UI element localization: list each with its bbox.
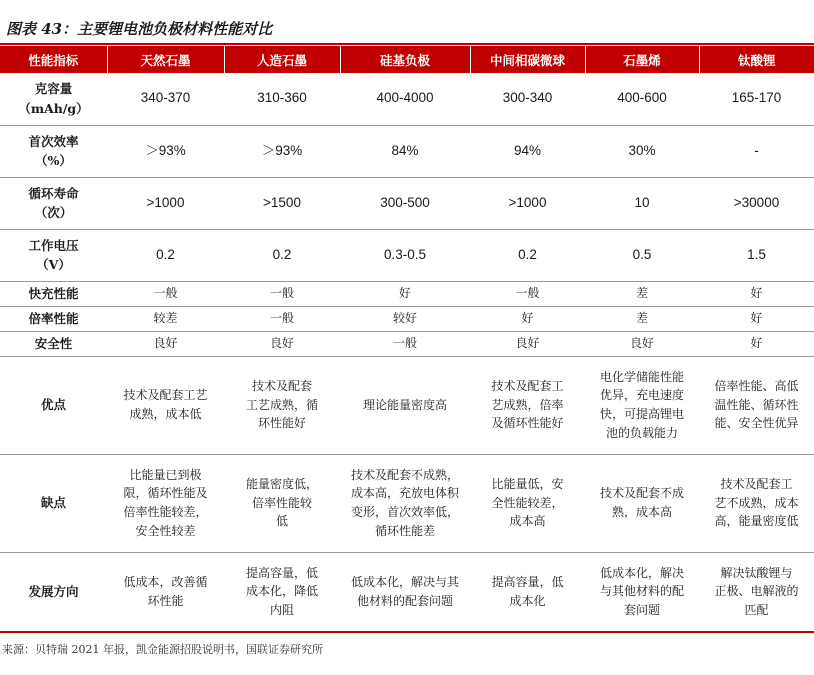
table-cell — [470, 552, 585, 632]
table-cell — [224, 73, 340, 125]
cell-line: 0.2 — [272, 246, 292, 262]
cell-line: 艺不成熟，成本 — [714, 495, 799, 510]
cell-line: 好 — [398, 286, 411, 301]
row-label-line: 缺点 — [40, 495, 66, 511]
cell-line: 变形，首次效率低， — [350, 505, 459, 519]
cell-line: >1000 — [146, 194, 185, 210]
table-row — [0, 229, 814, 281]
table-row — [0, 552, 814, 632]
table-cell — [340, 306, 470, 331]
row-label-line: 工作电压 — [28, 237, 79, 253]
table-cell — [340, 356, 470, 454]
table-row — [0, 73, 814, 125]
cell-line: 0.2 — [518, 246, 537, 262]
cell-line: 165-170 — [731, 90, 782, 106]
cell-line: 低成本，改善循 — [123, 575, 208, 590]
table-cell — [470, 306, 585, 331]
table-cell — [340, 552, 470, 632]
header-cell: 中间相碳微球 — [470, 46, 585, 73]
cell-line: 匹配 — [744, 603, 769, 618]
table-cell — [340, 229, 470, 281]
table-cell — [699, 73, 814, 125]
table-cell — [340, 281, 470, 306]
source-note: 来源：贝特瑞 2021 年报，凯金能源招股说明书，国联证券研究所 — [2, 643, 323, 656]
table-cell — [699, 306, 814, 331]
header-cell: 天然石墨 — [107, 46, 224, 73]
table-cell — [224, 177, 340, 229]
cell-line: 全性能较差， — [491, 495, 564, 510]
row-label-line: 发展方向 — [28, 584, 79, 600]
cell-line: 理论能量密度高 — [362, 397, 447, 412]
row-label-line: 克容量 — [34, 81, 73, 97]
table-cell — [585, 229, 699, 281]
table-cell — [340, 73, 470, 125]
table-cell — [470, 73, 585, 125]
cell-line: 成本高 — [509, 514, 546, 529]
table-cell — [585, 552, 699, 632]
cell-line: 正极、电解液的 — [714, 584, 799, 599]
table-cell — [585, 281, 699, 306]
cell-line: 技术及配套 — [251, 379, 312, 394]
row-label-line: 倍率性能 — [28, 310, 79, 326]
cell-line: 低成本化，解决与其 — [350, 575, 459, 590]
row-label — [0, 356, 107, 454]
header-cell: 性能指标 — [0, 46, 107, 73]
cell-line: 环性能好 — [257, 416, 306, 431]
table-cell — [699, 454, 814, 552]
cell-line: >1000 — [508, 194, 547, 210]
page-title: 图表 43：主要锂电池负极材料性能对比 — [6, 20, 273, 38]
row-label — [0, 454, 107, 552]
cell-line: 比能量已到极 — [129, 467, 202, 482]
cell-line: 好 — [750, 286, 763, 301]
table-cell — [107, 552, 224, 632]
title-divider — [0, 43, 814, 45]
row-label-line: （V） — [36, 257, 71, 272]
cell-line: 差 — [635, 311, 648, 326]
cell-line: 倍率性能较 — [251, 495, 312, 510]
table-cell — [224, 229, 340, 281]
cell-line: 成本高，充放电体积 — [350, 486, 459, 501]
table-cell — [340, 331, 470, 356]
cell-line: 优异，充电速度 — [599, 388, 684, 403]
table-cell — [107, 306, 224, 331]
table-cell — [107, 454, 224, 552]
cell-line: 差 — [635, 286, 648, 301]
cell-line: ＞93% — [261, 142, 303, 158]
header-cell: 石墨烯 — [585, 46, 699, 73]
cell-line: ＞93% — [145, 142, 186, 158]
row-label — [0, 125, 107, 177]
cell-line: 成熟，成本低 — [129, 407, 202, 421]
table-cell — [107, 73, 224, 125]
table-cell — [470, 356, 585, 454]
cell-line: 1.5 — [747, 246, 766, 262]
cell-line: 94% — [513, 142, 542, 158]
cell-line: 比能量低，安 — [491, 477, 564, 492]
table-cell — [699, 125, 814, 177]
table-cell — [699, 229, 814, 281]
cell-line: 良好 — [629, 336, 654, 351]
cell-line: 一般 — [515, 286, 540, 301]
row-label — [0, 229, 107, 281]
cell-line: 技术及配套不成熟， — [350, 467, 459, 482]
table-cell — [107, 331, 224, 356]
cell-line: 解决钛酸锂与 — [720, 565, 793, 580]
cell-line: 工艺成熟，循 — [245, 397, 318, 412]
cell-line: 快，可提高锂电 — [599, 407, 684, 421]
row-label-line: （%） — [35, 153, 72, 168]
cell-line: 环性能 — [147, 593, 184, 608]
cell-line: 倍率性能、高低 — [714, 379, 799, 394]
row-label-line: （次） — [34, 205, 73, 220]
cell-line: 良好 — [153, 336, 178, 351]
cell-line: 良好 — [515, 336, 540, 351]
cell-line: 340-370 — [140, 90, 191, 106]
cell-line: 倍率性能较差， — [123, 505, 208, 519]
table-cell — [699, 281, 814, 306]
cell-line: 30% — [628, 142, 656, 158]
cell-line: 高，能量密度低 — [714, 514, 799, 529]
cell-line: 内阻 — [269, 603, 294, 618]
cell-line: 限，循环性能及 — [123, 486, 208, 501]
cell-line: 84% — [391, 142, 419, 158]
cell-line: 较差 — [153, 311, 178, 326]
table-cell — [470, 125, 585, 177]
row-label — [0, 281, 107, 306]
table-cell — [107, 229, 224, 281]
table-row — [0, 454, 814, 552]
table-cell — [470, 229, 585, 281]
row-label-line: 安全性 — [34, 335, 73, 351]
table-cell — [340, 177, 470, 229]
cell-line: 一般 — [269, 311, 294, 326]
table-cell — [224, 356, 340, 454]
cell-line: 400-4000 — [376, 90, 434, 106]
table-cell — [470, 454, 585, 552]
cell-line: 300-500 — [380, 194, 430, 210]
cell-line: 一般 — [269, 286, 294, 301]
row-label-line: 首次效率 — [28, 133, 79, 149]
table-cell — [699, 552, 814, 632]
table-cell — [224, 306, 340, 331]
cell-line: 300-340 — [502, 90, 553, 106]
table-cell — [107, 356, 224, 454]
header-cell: 硅基负极 — [340, 46, 470, 73]
table-cell — [224, 281, 340, 306]
table-row — [0, 281, 814, 306]
row-label — [0, 552, 107, 632]
table-cell — [699, 331, 814, 356]
cell-line: 成本化 — [509, 593, 546, 608]
table-body — [0, 73, 814, 632]
cell-line: 提高容量，低 — [245, 565, 318, 580]
table-row — [0, 331, 814, 356]
cell-line: 能、安全性优异 — [714, 416, 799, 431]
cell-line: - — [754, 142, 759, 158]
table-cell — [699, 177, 814, 229]
cell-line: 技术及配套不成 — [599, 486, 684, 501]
table-cell — [107, 281, 224, 306]
table-cell — [585, 73, 699, 125]
row-label-line: （mAh/g） — [18, 100, 89, 116]
cell-line: >1500 — [263, 194, 301, 210]
table-header-row — [0, 46, 814, 73]
cell-line: 一般 — [153, 286, 178, 301]
cell-line: 安全性较差 — [135, 523, 196, 538]
table-row — [0, 356, 814, 454]
cell-line: 良好 — [269, 336, 294, 351]
cell-line: 一般 — [392, 336, 417, 351]
cell-line: 温性能、循环性 — [714, 397, 799, 412]
header-cell: 人造石墨 — [224, 46, 340, 73]
cell-line: 0.2 — [156, 246, 175, 262]
table-cell — [224, 331, 340, 356]
table-cell — [107, 125, 224, 177]
cell-line: 技术及配套工 — [491, 379, 564, 394]
cell-line: 套问题 — [623, 603, 660, 618]
row-label — [0, 73, 107, 125]
table-cell — [340, 125, 470, 177]
table-cell — [699, 356, 814, 454]
cell-line: 400-600 — [617, 90, 667, 106]
cell-line: 技术及配套工艺 — [123, 388, 208, 403]
cell-line: 较好 — [392, 311, 417, 326]
header-cell: 钛酸锂 — [699, 46, 814, 73]
row-label — [0, 306, 107, 331]
cell-line: 电化学储能性能 — [599, 369, 684, 384]
cell-line: 艺成熟，倍率 — [491, 397, 564, 412]
table-cell — [585, 454, 699, 552]
cell-line: 技术及配套工 — [720, 477, 793, 492]
table-cell — [340, 454, 470, 552]
cell-line: 10 — [634, 194, 650, 210]
table-cell — [107, 177, 224, 229]
table-row — [0, 125, 814, 177]
cell-line: 好 — [521, 311, 534, 326]
table-cell — [585, 306, 699, 331]
cell-line: 0.3-0.5 — [383, 246, 427, 262]
cell-line: 低成本化，解决 — [599, 565, 684, 580]
cell-line: 池的负载能力 — [605, 425, 678, 440]
cell-line: 循环性能差 — [374, 523, 435, 538]
table-cell — [470, 281, 585, 306]
table-cell — [585, 356, 699, 454]
table-row — [0, 306, 814, 331]
cell-line: 310-360 — [257, 90, 307, 106]
row-label-line: 快充性能 — [28, 285, 79, 301]
table-cell — [224, 454, 340, 552]
cell-line: 熟，成本高 — [611, 505, 672, 519]
row-label — [0, 331, 107, 356]
comparison-table — [0, 46, 814, 633]
cell-line: 成本化，降低 — [245, 584, 318, 599]
cell-line: 他材料的配套问题 — [356, 593, 453, 608]
cell-line: 能量密度低， — [245, 477, 318, 492]
row-label — [0, 177, 107, 229]
cell-line: 0.5 — [632, 246, 652, 262]
table-cell — [470, 177, 585, 229]
cell-line: >30000 — [733, 194, 780, 210]
table-cell — [585, 125, 699, 177]
row-label-line: 优点 — [40, 397, 66, 413]
cell-line: 与其他材料的配 — [599, 584, 684, 599]
cell-line: 好 — [750, 336, 763, 351]
cell-line: 及循环性能好 — [491, 416, 564, 431]
table-cell — [585, 331, 699, 356]
cell-line: 提高容量，低 — [491, 575, 564, 590]
table-cell — [224, 552, 340, 632]
cell-line: 好 — [750, 311, 763, 326]
cell-line: 低 — [275, 514, 288, 529]
table-cell — [470, 331, 585, 356]
table-row — [0, 177, 814, 229]
table-cell — [224, 125, 340, 177]
row-label-line: 循环寿命 — [28, 185, 79, 201]
table-cell — [585, 177, 699, 229]
